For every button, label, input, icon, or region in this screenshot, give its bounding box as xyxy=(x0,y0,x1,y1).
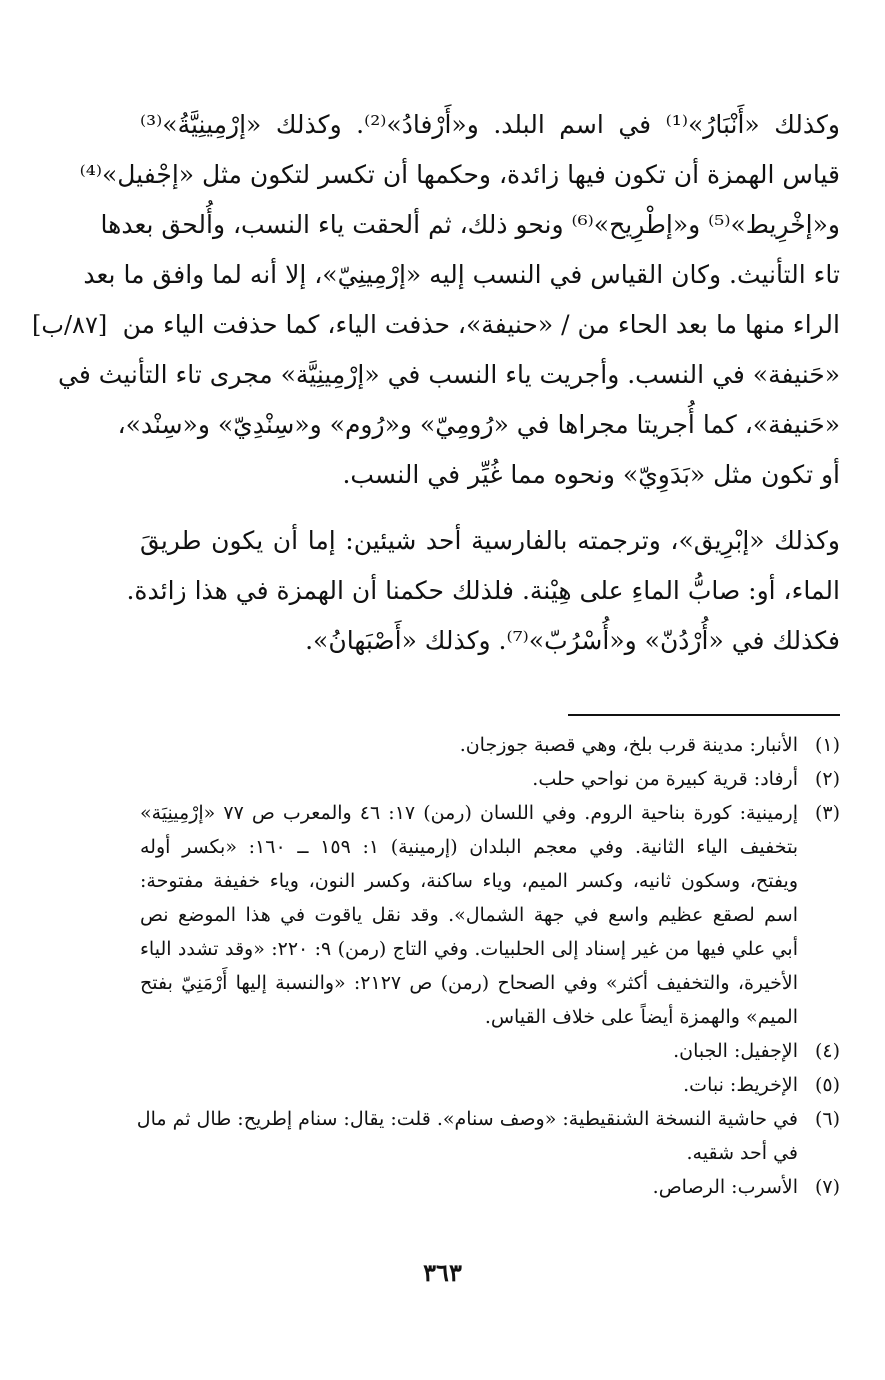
footnote-number: (٦) xyxy=(814,1108,840,1130)
footnote-text xyxy=(140,1068,798,1102)
footnote-text xyxy=(140,796,798,1034)
footnote-line: الأنبار: مدينة قرب بلخ، وهي قصبة جوزجان. xyxy=(459,734,798,756)
footnote-text xyxy=(140,1170,798,1204)
footnote xyxy=(140,1068,840,1102)
footnote-line: في أحد شقيه. xyxy=(686,1142,798,1164)
footnote xyxy=(140,762,840,796)
footnote-line: بتخفيف الياء الثانية. وفي معجم البلدان (إرمينية) ١: ١٥٩ ــ ١٦٠: «بكسر أوله xyxy=(140,836,798,858)
footnote xyxy=(140,1170,840,1204)
footnote-line: اسم لصقع عظيم واسع في جهة الشمال». وقد نقل ياقوت في هذا الموضع نص xyxy=(140,904,798,926)
paragraph-2 xyxy=(126,516,840,666)
footnote-line: ويفتح، وسكون ثانيه، وكسر الميم، وياء ساكنة، وكسر النون، وياء خفيفة مفتوحة: xyxy=(140,870,798,892)
footnote-number: (٤) xyxy=(814,1040,840,1062)
footnotes xyxy=(136,728,840,1204)
footnote-number: (١) xyxy=(814,734,840,756)
text-line: و«إخْرِيط»⁽⁵⁾ و«إطْرِيح»⁽⁶⁾ ونحو ذلك، ثم ألحقت ياء النسب، وأُلحق بعدها xyxy=(100,210,840,239)
footnote xyxy=(140,728,840,762)
footnote-number: (٣) xyxy=(814,802,840,824)
footnote-line: أرفاد: قرية كبيرة من نواحي حلب. xyxy=(532,768,798,790)
text-line: فكذلك في «أُرْدُنّ» و«أُسْرُبّ»⁽⁷⁾. وكذلك «أَصْبَهانُ». xyxy=(305,626,840,655)
footnote xyxy=(140,1034,840,1068)
footnote-line: في حاشية النسخة الشنقيطية: «وصف سنام». قلت: يقال: سنام إطريح: طال ثم مال xyxy=(136,1108,798,1130)
footnote-text xyxy=(140,762,798,796)
footnote-text xyxy=(140,728,798,762)
text-line: أو تكون مثل «بَدَوِيّ» ونحوه مما غُيِّر في النسب. xyxy=(342,460,840,489)
footnote-number: (٢) xyxy=(814,768,840,790)
footnote-text xyxy=(140,1034,798,1068)
text-line: وكذلك «أَنْبَارُ»⁽¹⁾ في اسم البلد. و«أَرْفادُ»⁽²⁾. وكذلك «إرْمِينِيَّةُ»⁽³⁾ xyxy=(140,110,840,139)
footnote-line: الإجفيل: الجبان. xyxy=(673,1040,798,1062)
footnote-text xyxy=(137,1102,798,1170)
text-line: الراء منها ما بعد الحاء من / «حنيفة»، حذفت الياء، كما حذفت الياء من xyxy=(122,310,840,339)
footnote-line: الأخيرة، والتخفيف أكثر» وفي الصحاح (رمن) ص ٢١٢٧: «والنسبة إليها أَرْمَنِيّ بفتح xyxy=(140,972,798,994)
text-line: وكذلك «إبْرِيق»، وترجمته بالفارسية أحد شيئين: إما أن يكون طريقَ xyxy=(140,526,840,555)
footnote-line: الأسرب: الرصاص. xyxy=(652,1176,798,1198)
text-line: «حَنيفة» في النسب. وأجريت ياء النسب في «إرْمِينِيَّة» مجرى تاء التأنيث في xyxy=(58,360,840,389)
footnote-number: (٧) xyxy=(814,1176,840,1198)
footnote-number: (٥) xyxy=(814,1074,840,1096)
page-number: ٣٦٣ xyxy=(423,1258,462,1287)
text-line: تاء التأنيث. وكان القياس في النسب إليه «إرْمِينِيّ»، إلا أنه لما وافق ما بعد xyxy=(83,260,840,289)
footnote-line: الإخريط: نبات. xyxy=(683,1074,798,1096)
footnote xyxy=(136,1102,840,1170)
footnote-line: إرمينية: كورة بناحية الروم. وفي اللسان (رمن) ١٧: ٤٦ والمعرب ص ٧٧ «إرْمِينِيَة» xyxy=(140,802,798,824)
footnote-separator xyxy=(568,714,840,716)
text-line: قياس الهمزة أن تكون فيها زائدة، وحكمها أن تكسر لتكون مثل «إجْفيل»⁽⁴⁾ xyxy=(79,160,840,189)
text-line: «حَنيفة»، كما أُجريتا مجراها في «رُومِيّ» و«رُوم» و«سِنْدِيّ» و«سِنْد»، xyxy=(117,410,840,439)
manuscript-folio-marker: [٨٧/ب] xyxy=(32,311,108,339)
footnote-line: أبي علي فيها من غير إسناد إلى الحلبيات. وفي التاج (رمن) ٩: ٢٢٠: «وقد تشدد الياء xyxy=(140,938,798,960)
footnote-line: الميم» والهمزة أيضاً على خلاف القياس. xyxy=(484,1006,798,1028)
footnote xyxy=(140,796,840,1034)
text-line: الماء، أو: صابُّ الماءِ على هِيْنة. فلذلك حكمنا أن الهمزة في هذا زائدة. xyxy=(126,576,840,605)
